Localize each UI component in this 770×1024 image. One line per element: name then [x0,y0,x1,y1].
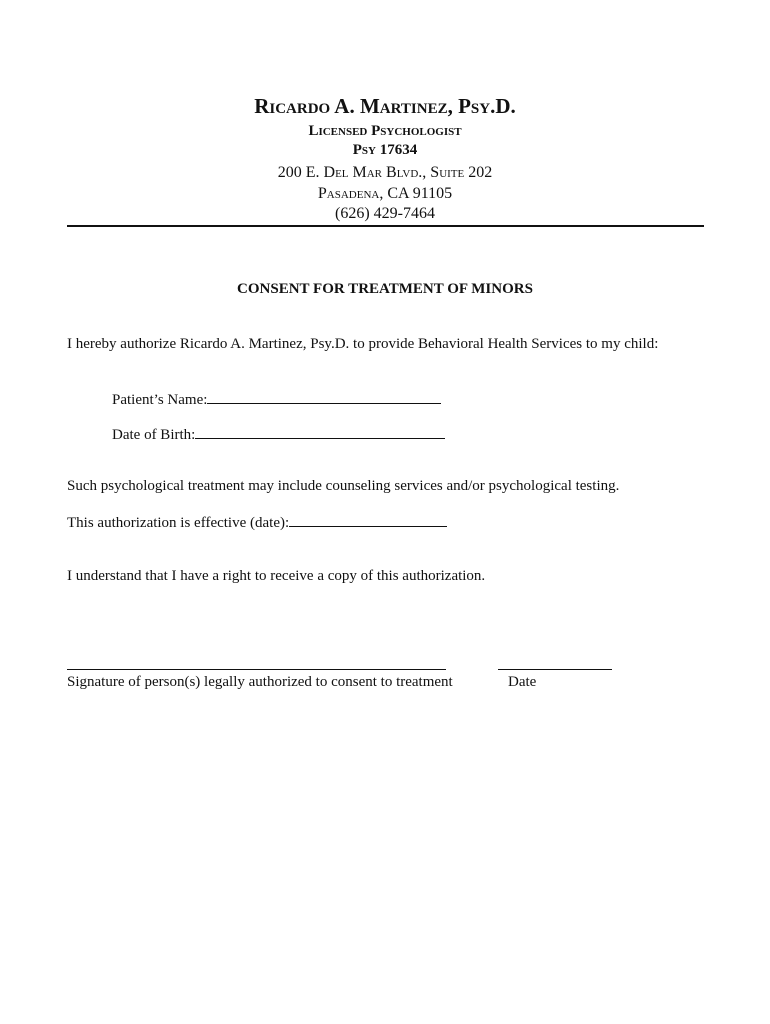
signature-label: Signature of person(s) legally authorized to consent to treatment [67,674,453,690]
effective-date-label: This authorization is effective (date): [67,515,290,531]
effective-date-field[interactable] [289,512,447,527]
signature-date-line[interactable] [498,669,612,670]
header-divider [67,225,704,227]
date-label: Date [508,674,537,690]
dob-label: Date of Birth: [112,427,196,443]
patient-name-row [112,389,441,409]
practitioner-name: Ricardo A. Martinez, Psy.D. [254,94,516,118]
address-line-2: Pasadena, CA 91105 [317,185,453,202]
patient-name-label: Patient’s Name: [112,392,208,408]
patient-name-field[interactable] [207,389,441,404]
address-line-1: 200 E. Del Mar Blvd., Suite 202 [277,164,493,181]
practitioner-title: Licensed Psychologist [308,123,462,139]
dob-field[interactable] [195,424,445,439]
signature-line[interactable] [67,669,446,670]
effective-date-row [67,512,447,532]
dob-row [112,424,445,444]
license-number: Psy 17634 [352,142,418,158]
copy-right-statement: I understand that I have a right to receive a copy of this authorization. [67,568,486,584]
treatment-statement: Such psychological treatment may include counseling services and/or psychological testing. [67,478,620,494]
phone-number: (626) 429-7464 [335,205,435,222]
authorization-statement: I hereby authorize Ricardo A. Martinez, Psy.D. to provide Behavioral Health Services to my child: [67,336,659,352]
document-heading: CONSENT FOR TREATMENT OF MINORS [237,281,533,297]
